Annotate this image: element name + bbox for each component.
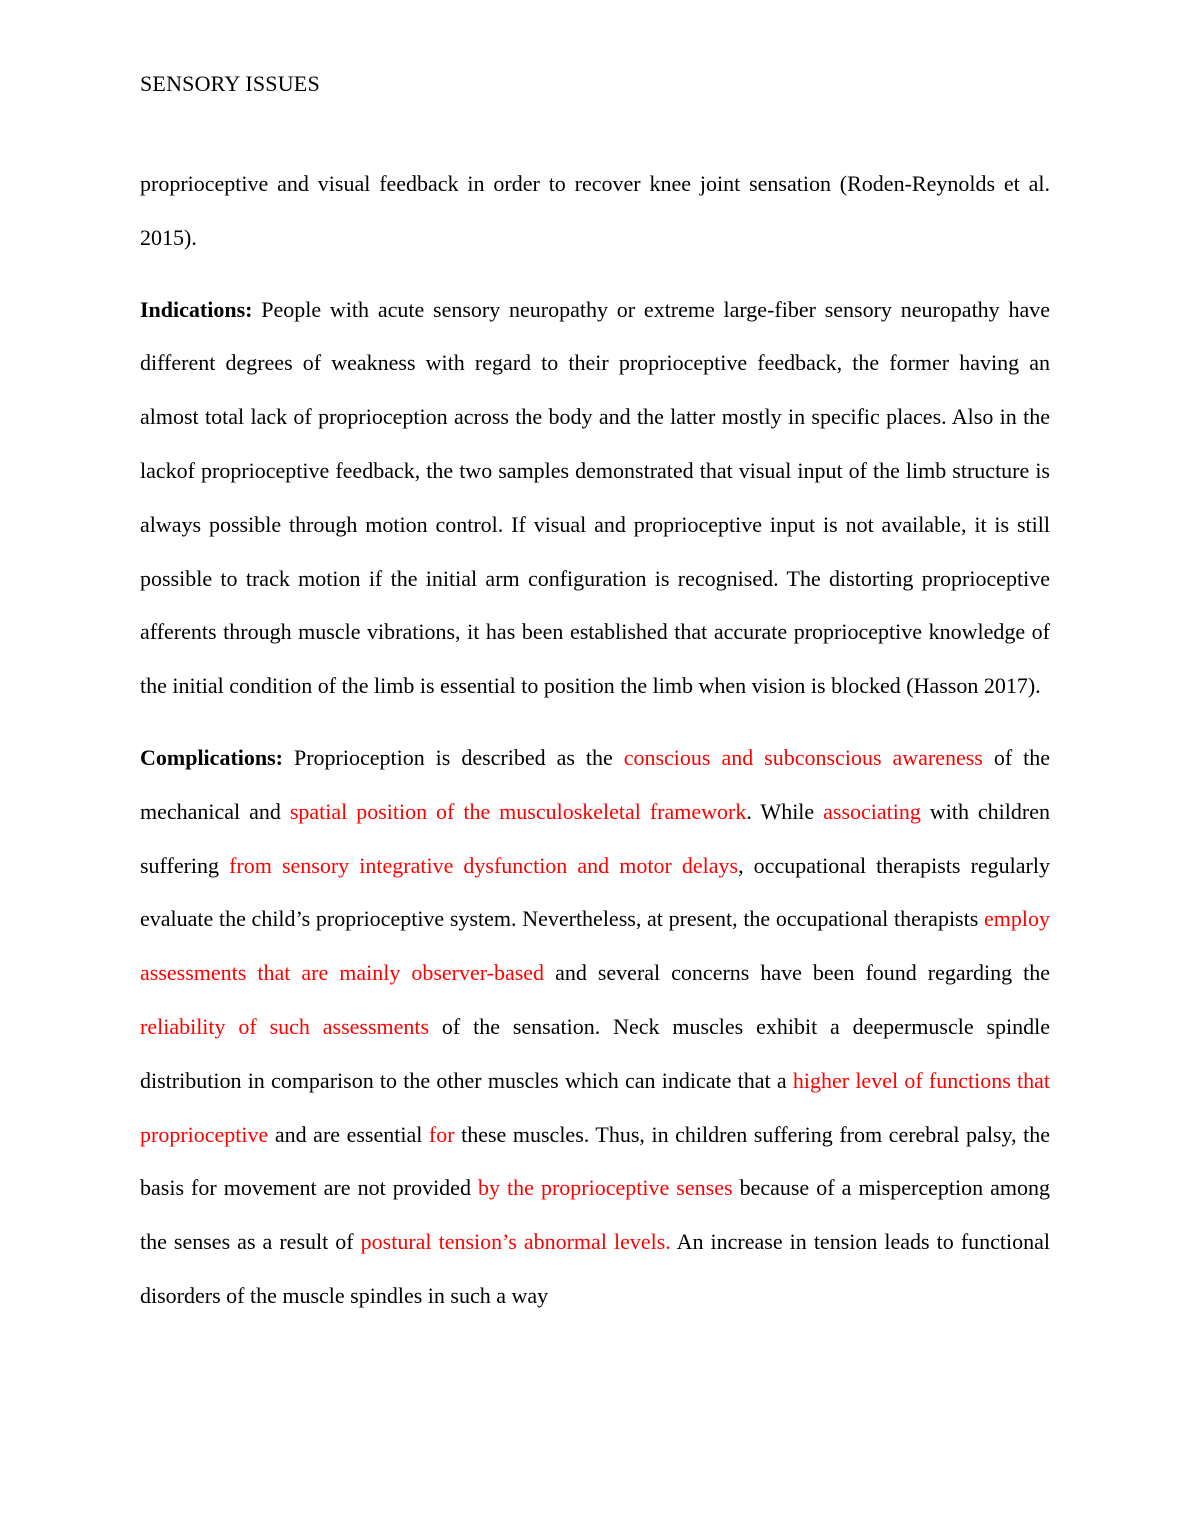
text-segment: . While: [746, 798, 824, 824]
section-label-complications: Complications:: [140, 744, 283, 770]
highlighted-phrase: conscious and subconscious awareness: [623, 744, 983, 770]
paragraph-indications: [140, 283, 1050, 713]
text-segment: of the sensation. Neck muscles exhibit a deepermuscle spindle distribution in comparison to the other muscles which can indicate that a: [140, 1013, 1050, 1093]
text-segment: People with acute sensory neuropathy or extreme large-fiber sensory neuropathy have different degrees of weakness with regard to their proprioceptive feedback, the former having an almost total lack of proprioception across the body and the latter mostly in specific places. Also in the lackof proprioceptive feedback, the two samples demonstrated that visual input of the limb structure is always possible through motion control. If visual and proprioceptive input is not available, it is still possible to track motion if the initial arm configuration is recognised. The distorting proprioceptive afferents through muscle vibrations, it has been established that accurate proprioceptive knowledge of the initial condition of the limb is essential to position the limb when vision is blocked (Hasson 2017).: [140, 296, 1050, 699]
text-segment: of the mechanical and: [140, 744, 1050, 824]
highlighted-phrase: for: [428, 1121, 455, 1147]
text-segment: because of a misperception among the senses as a result of: [140, 1175, 1051, 1255]
paragraph-complications: [140, 731, 1050, 1323]
highlighted-phrase: by the proprioceptive senses: [478, 1175, 733, 1201]
document-body: [140, 157, 1050, 1323]
text-segment: with children suffering: [140, 798, 1050, 878]
highlighted-phrase: from sensory integrative dysfunction and motor delays: [229, 852, 739, 878]
paragraph-continuation: [140, 157, 1050, 265]
highlighted-phrase: higher level of functions that proprioceptive: [140, 1067, 1050, 1147]
text-segment: , occupational therapists regularly evaluate the child’s proprioceptive system. Nevertheless, at present, the occupational therapists: [140, 852, 1050, 932]
highlighted-phrase: spatial position of the musculoskeletal framework: [289, 798, 747, 824]
text-segment: Proprioception is described as the: [283, 744, 624, 770]
text-segment: An increase in tension leads to functional disorders of the muscle spindles in such a way: [140, 1229, 1051, 1308]
highlighted-phrase: reliability of such assessments: [140, 1013, 430, 1039]
section-label-indications: Indications:: [140, 296, 253, 322]
highlighted-phrase: employ assessments that are mainly observer-based: [140, 906, 1050, 986]
text-segment: proprioceptive and visual feedback in order to recover knee joint sensation (Roden-Reynolds et al. 2015).: [140, 171, 1050, 250]
running-head: SENSORY ISSUES: [140, 71, 320, 96]
highlighted-phrase: associating: [823, 798, 921, 824]
highlighted-phrase: postural tension’s abnormal levels.: [360, 1229, 671, 1255]
text-segment: and are essential: [268, 1121, 429, 1147]
text-segment: and several concerns have been found regarding the: [544, 960, 1050, 986]
text-segment: these muscles. Thus, in children suffering from cerebral palsy, the basis for movement are not provided: [140, 1121, 1051, 1201]
